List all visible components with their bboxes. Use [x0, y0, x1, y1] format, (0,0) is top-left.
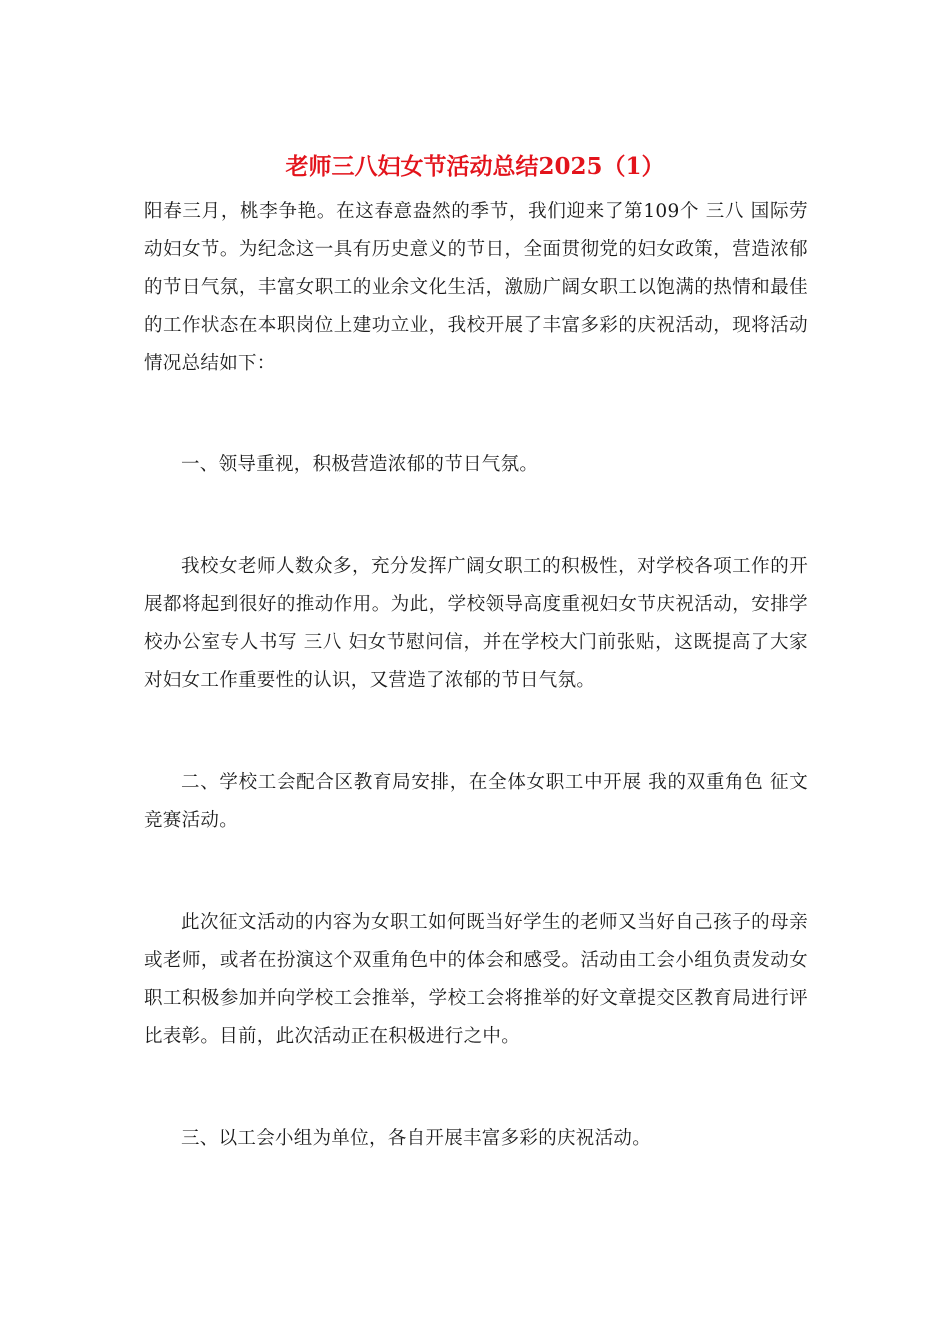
- section-two-heading: 二、学校工会配合区教育局安排，在全体女职工中开展 我的双重角色 征文竞赛活动。: [144, 772, 808, 831]
- intro-paragraph: 阳春三月，桃李争艳。在这春意盎然的季节，我们迎来了第109个 三八 国际劳动妇女节。为纪念这一具有历史意义的节日，全面贯彻党的妇女政策，营造浓郁的节日气氛，丰富女职工的业余文化生活，激励广阔女职工以饱满的热情和最佳的工作状态在本职岗位上建功立业，我校开展了丰富多彩的庆祝活动，现将活动情况总结如下：: [144, 201, 808, 374]
- section-one-heading: 一、领导重视，积极营造浓郁的节日气氛。: [181, 454, 539, 475]
- section-three-heading: 三、以工会小组为单位，各自开展丰富多彩的庆祝活动。: [181, 1128, 652, 1149]
- document-title: 老师三八妇女节活动总结2025（1）: [285, 153, 665, 180]
- section-one-paragraph: 我校女老师人数众多，充分发挥广阔女职工的积极性，对学校各项工作的开展都将起到很好的推动作用。为此，学校领导高度重视妇女节庆祝活动，安排学校办公室专人书写 三八 妇女节慰问信，并在学校大门前张贴，这既提高了大家对妇女工作重要性的认识，又营造了浓郁的节日气氛。: [144, 556, 808, 691]
- section-two-paragraph: 此次征文活动的内容为女职工如何既当好学生的老师又当好自己孩子的母亲或老师，或者在扮演这个双重角色中的体会和感受。活动由工会小组负责发动女职工积极参加并向学校工会推举，学校工会将推举的好文章提交区教育局进行评比表彰。目前，此次活动正在积极进行之中。: [144, 912, 808, 1047]
